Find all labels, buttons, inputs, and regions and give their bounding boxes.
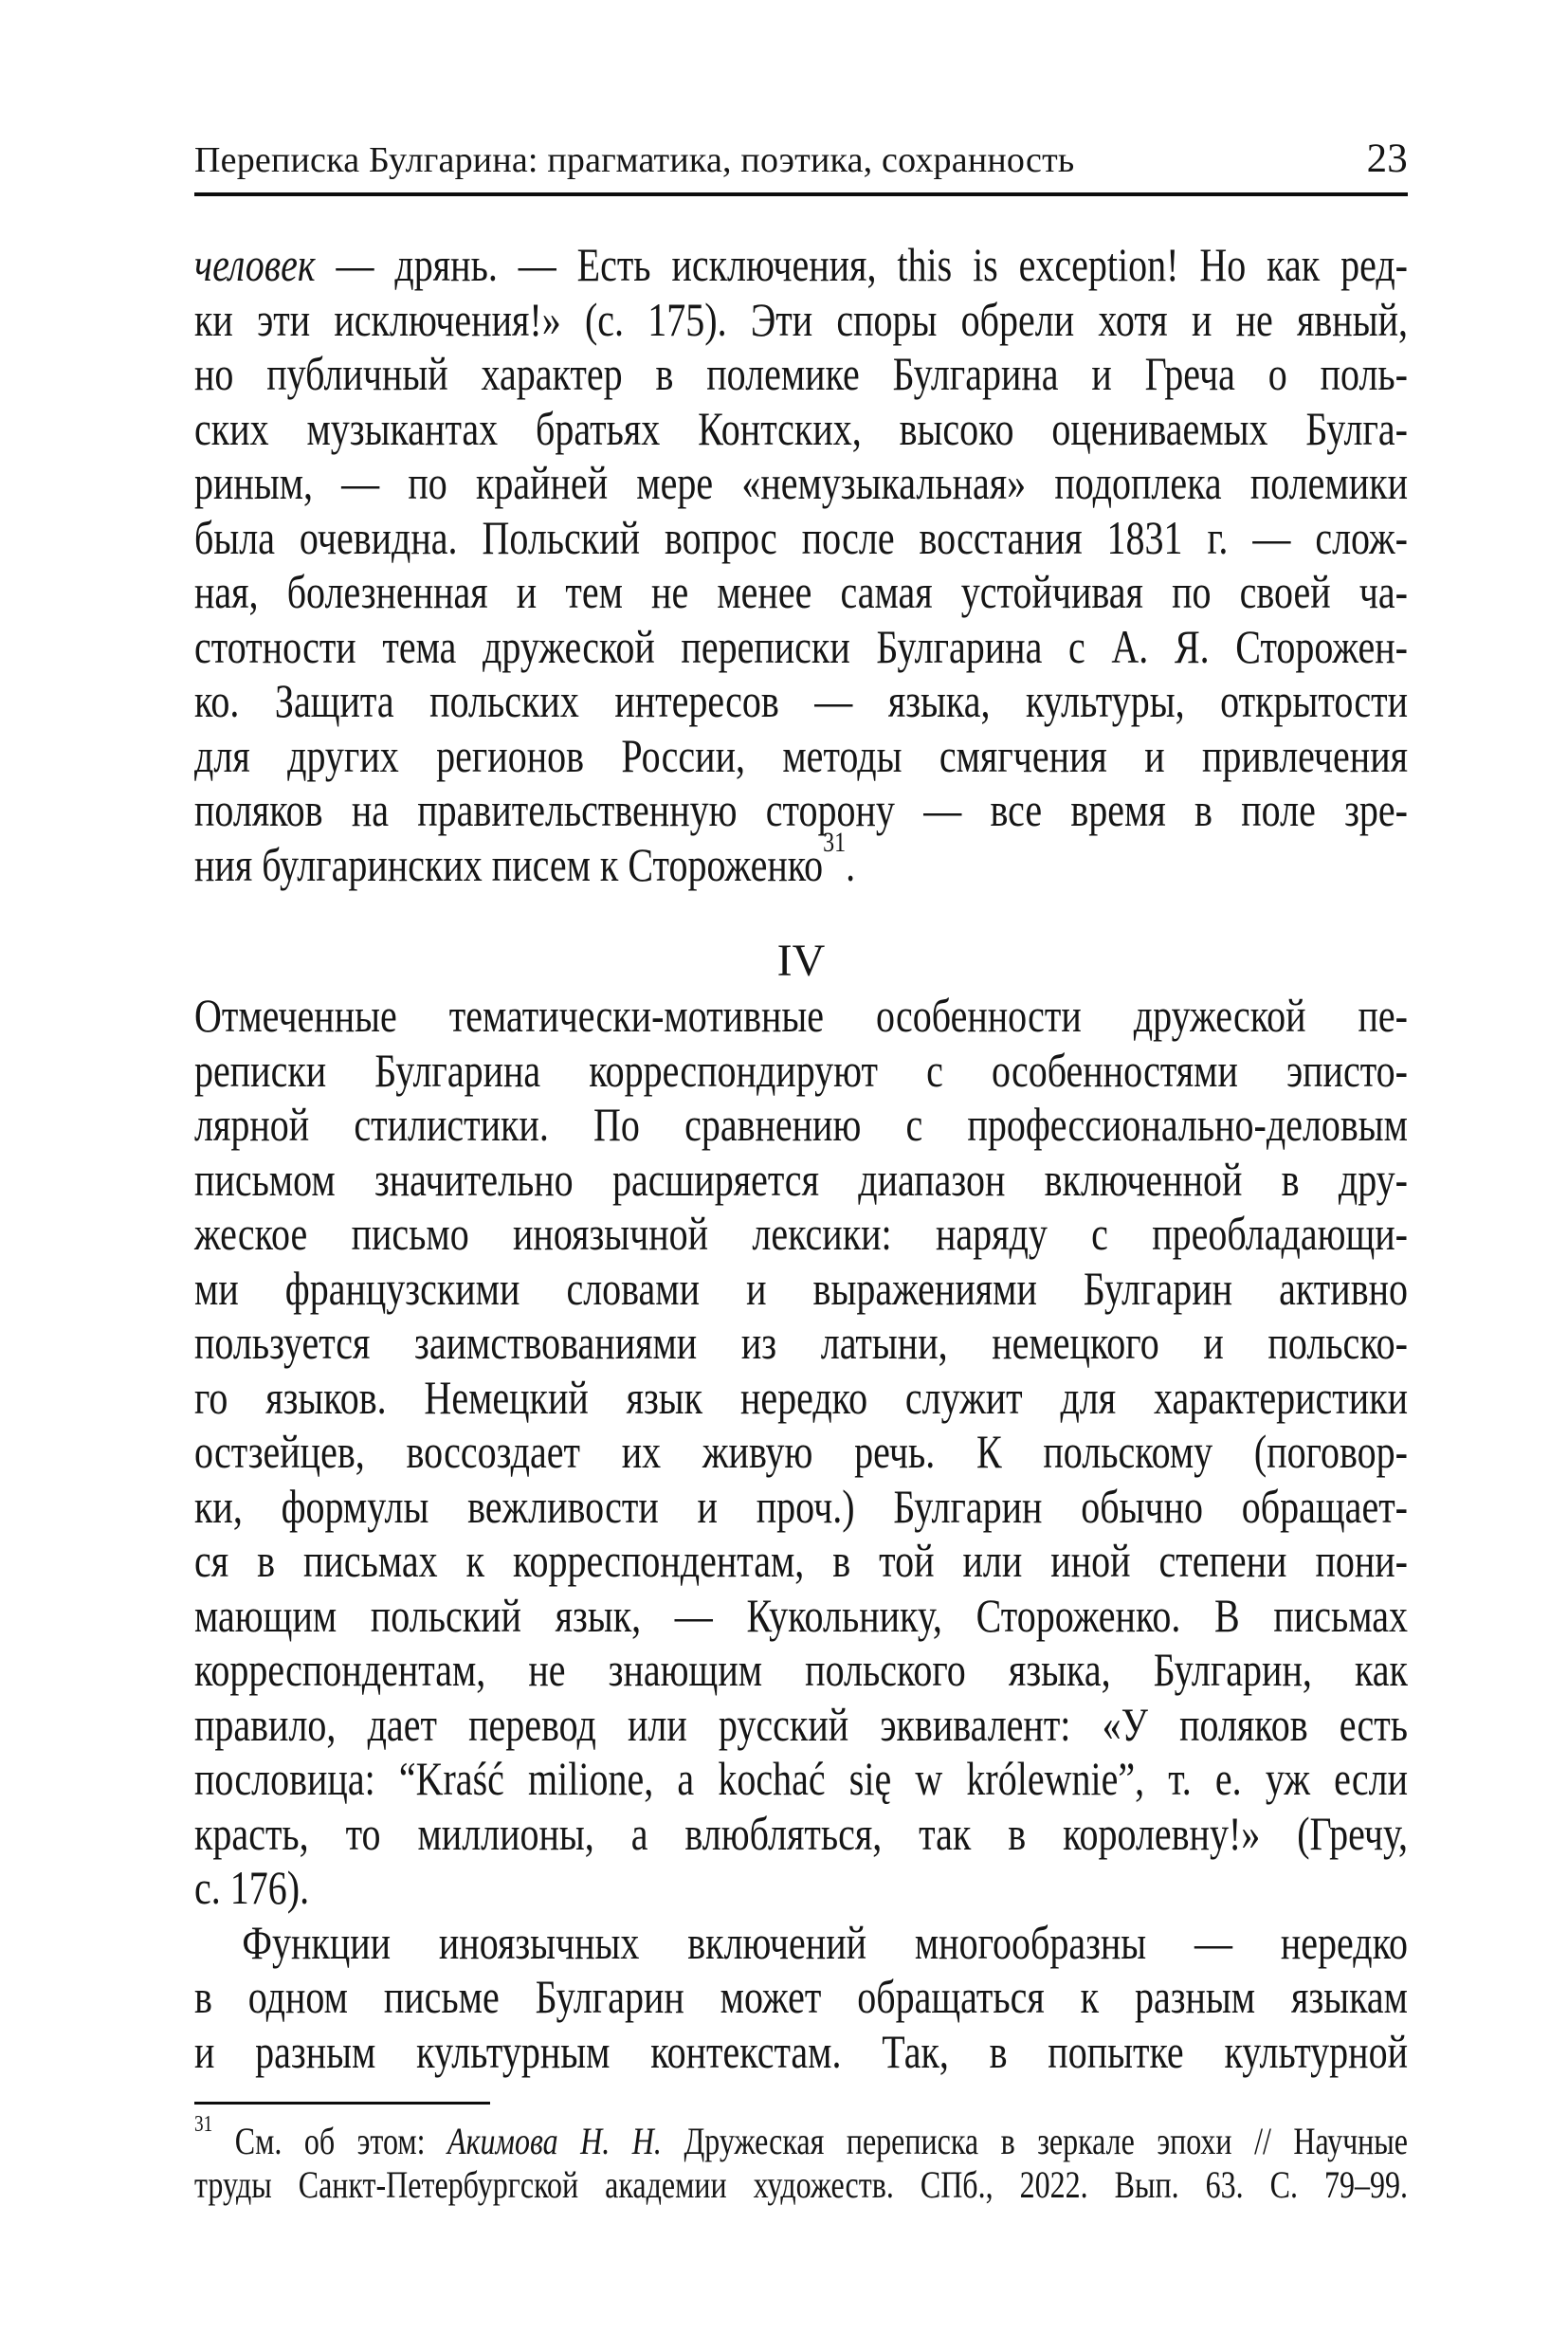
text-segment: Отмеченные тематически-мотивные особенности дружеской пе- [194, 989, 1408, 1042]
text-line [194, 238, 1408, 293]
text-line [194, 1153, 1408, 1208]
paragraph-1 [194, 238, 1408, 892]
text-line [194, 989, 1408, 1044]
text-line [194, 1480, 1408, 1535]
text-segment: См. об этом: [212, 2120, 448, 2162]
text-line [194, 1698, 1408, 1753]
text-line [194, 1807, 1408, 1862]
text-line [194, 456, 1408, 511]
text-segment: правило, дает перевод или русский эквивалент: «У поляков есть [194, 1697, 1408, 1751]
footnote-reference: 31 [823, 827, 847, 859]
text-line [194, 293, 1408, 348]
text-line [194, 729, 1408, 784]
text-segment: пользуется заимствованиями из латыни, немецкого и польско- [194, 1316, 1408, 1369]
text-segment: письмом значительно расширяется диапазон включенной в дру- [194, 1152, 1408, 1206]
text-segment: реписки Булгарина корреспондируют с особенностями эписто- [194, 1043, 1408, 1097]
text-segment: Акимова Н. Н. [447, 2120, 662, 2162]
text-line [194, 1316, 1408, 1371]
text-segment: в одном письме Булгарин может обращаться к разным языкам [194, 1970, 1408, 2023]
text-segment: но публичный характер в полемике Булгарина и Греча о поль- [194, 347, 1408, 400]
text-segment: Дружеская переписка в зеркале эпохи // Научные [661, 2120, 1408, 2162]
text-segment: ки, формулы вежливости и проч.) Булгарин обычно обращает- [194, 1479, 1408, 1533]
text-segment: была очевидна. Польский вопрос после восстания 1831 г. — слож- [194, 510, 1408, 564]
text-line [194, 1589, 1408, 1644]
text-segment: и разным культурным контекстам. Так, в попытке культурной [194, 2024, 1408, 2078]
text-segment: ся в письмах к корреспондентам, в той или иной степени пони- [194, 1534, 1408, 1587]
text-line [194, 827, 1408, 893]
text-line [194, 1534, 1408, 1589]
text-segment: для других регионов России, методы смягчения и привлечения [194, 728, 1408, 782]
text-line [194, 1425, 1408, 1480]
text-line [194, 1371, 1408, 1426]
text-line [194, 1098, 1408, 1153]
text-line [194, 1970, 1408, 2025]
text-line [194, 402, 1408, 457]
text-line [194, 2111, 1408, 2163]
section-heading: IV [776, 936, 826, 986]
text-line [194, 1044, 1408, 1099]
text-line [194, 1916, 1408, 1971]
text-segment: корреспондентам, не знающим польского языка, Булгарин, как [194, 1643, 1408, 1696]
text-line [194, 1262, 1408, 1317]
text-segment: мающим польский язык, — Кукольнику, Стороженко. В письмах [194, 1588, 1408, 1642]
text-segment: Функции иноязычных включений многообразны — нередко [242, 1915, 1408, 1969]
text-segment: ния булгаринских писем к Стороженко [194, 837, 824, 891]
text-segment: остзейцев, воссоздает их живую речь. К польскому (поговор- [194, 1425, 1408, 1478]
text-segment: ко. Защита польских интересов — языка, культуры, открытости [194, 674, 1408, 727]
text-line [194, 511, 1408, 566]
text-segment: человек [194, 238, 316, 291]
text-line [194, 1207, 1408, 1262]
text-line [194, 2025, 1408, 2080]
paragraph-3 [194, 1916, 1408, 2080]
text-segment: . [846, 837, 856, 891]
text-segment: поляков на правительственную сторону — все время в поле зре- [194, 783, 1408, 836]
page-body [194, 238, 1408, 2079]
text-line [194, 1861, 1408, 1916]
text-segment: го языков. Немецкий язык нередко служит для характеристики [194, 1370, 1408, 1424]
text-segment: — дрянь. — Есть исключения, this is exception! Но как ред- [315, 238, 1409, 291]
footnote-area [194, 2102, 1408, 2207]
text-segment: ная, болезненная и тем не менее самая устойчивая по своей ча- [194, 565, 1408, 618]
text-line [194, 783, 1408, 838]
text-line [194, 2163, 1408, 2207]
text-segment: ми французскими словами и выражениями Булгарин активно [194, 1261, 1408, 1315]
text-segment: жеское письмо иноязычной лексики: наряду с преобладающи- [194, 1207, 1408, 1260]
text-segment: пословица: “Kraść milione, a kochać się w królewnie”, т. е. уж если [194, 1752, 1408, 1805]
text-line [194, 620, 1408, 675]
text-segment: красть, то миллионы, а влюбляться, так в королевну!» (Гречу, [194, 1806, 1408, 1860]
page-number: 23 [1366, 137, 1408, 181]
footnote-reference: 31 [194, 2111, 213, 2137]
text-line [194, 1643, 1408, 1698]
text-segment: стотности тема дружеской переписки Булгарина с А. Я. Сторожен- [194, 619, 1408, 673]
text-line [194, 1752, 1408, 1807]
text-segment: с. 176). [194, 1861, 310, 1914]
running-head-title: Переписка Булгарина: прагматика, поэтика, сохранность [194, 140, 1075, 180]
footnote-divider [194, 2102, 490, 2105]
text-line [194, 347, 1408, 402]
footnote-text [194, 2111, 1408, 2207]
paragraph-2 [194, 989, 1408, 1916]
text-segment: ских музыкантах братьях Контских, высоко оцениваемых Булга- [194, 401, 1408, 455]
text-segment: риным, — по крайней мере «немузыкальная» подоплека полемики [194, 456, 1408, 509]
text-line [194, 565, 1408, 620]
text-segment: труды Санкт-Петербургской академии художеств. СПб., 2022. Вып. 63. С. 79–99. [194, 2163, 1408, 2206]
page-header [194, 138, 1408, 196]
text-segment: лярной стилистики. По сравнению с профессионально-деловым [194, 1098, 1408, 1151]
text-line [194, 674, 1408, 729]
text-segment: ки эти исключения!» (с. 175). Эти споры обрели хотя и не явный, [194, 292, 1408, 346]
